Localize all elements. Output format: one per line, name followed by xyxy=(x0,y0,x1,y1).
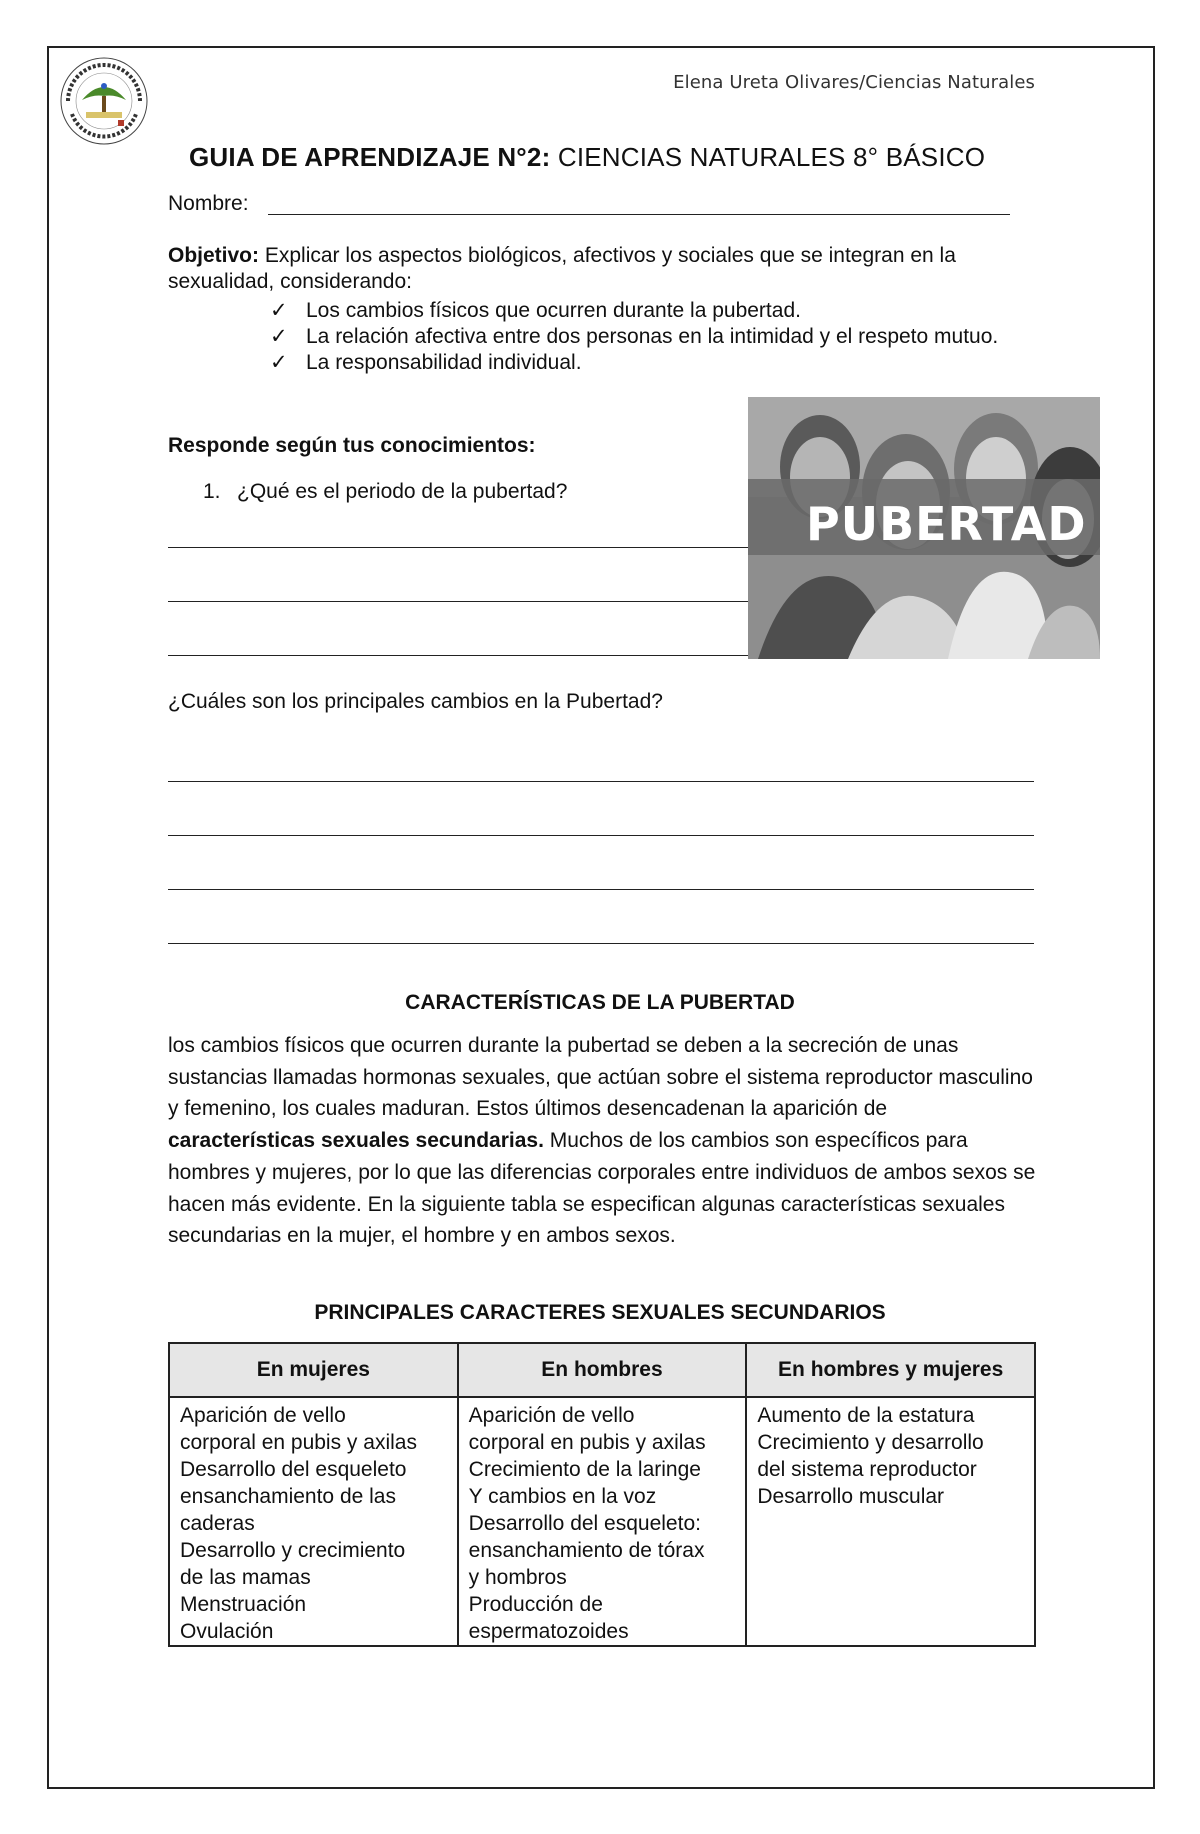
cell-line: ensanchamiento de las xyxy=(180,1485,396,1508)
cell-line: espermatozoides xyxy=(468,1620,629,1643)
checkmark-icon: ✓ xyxy=(270,299,288,322)
title-bold: GUIA DE APRENDIZAJE N°2: xyxy=(189,142,551,172)
cell-line: corporal en pubis y axilas xyxy=(468,1431,706,1454)
cell-line: y hombros xyxy=(468,1566,567,1589)
cell-line: del sistema reproductor xyxy=(757,1458,977,1481)
objective-label: Objetivo: xyxy=(168,244,260,267)
cell-line: Desarrollo muscular xyxy=(757,1485,945,1508)
cell-line: caderas xyxy=(180,1512,255,1535)
table-header-row xyxy=(169,1343,1035,1397)
cell-line: corporal en pubis y axilas xyxy=(180,1431,417,1454)
cell-line: Crecimiento de la laringe xyxy=(468,1458,701,1481)
check-item-text: Los cambios físicos que ocurren durante la pubertad. xyxy=(306,299,801,322)
name-label: Nombre: xyxy=(168,192,249,215)
question-2: ¿Cuáles son los principales cambios en la Pubertad? xyxy=(168,690,663,713)
table-row xyxy=(169,1397,1035,1646)
question-1-number: 1. xyxy=(203,480,221,503)
table-cell-women xyxy=(169,1397,458,1646)
objective-text: Explicar los aspectos biológicos, afectivos y sociales que se integran en la sexualidad, considerando: xyxy=(168,244,956,293)
photo-label: PUBERTAD xyxy=(806,497,1087,551)
school-logo xyxy=(58,56,150,146)
objective-checklist xyxy=(270,298,1030,376)
answer-line[interactable] xyxy=(168,889,1034,890)
table-cell-men xyxy=(458,1397,747,1646)
table-title: PRINCIPALES CARACTERES SEXUALES SECUNDARIOS xyxy=(314,1301,886,1324)
objective xyxy=(168,243,1038,295)
column-header: En hombres y mujeres xyxy=(746,1343,1035,1397)
check-item xyxy=(270,350,1030,376)
cell-line: Desarrollo del esqueleto xyxy=(180,1458,407,1481)
checkmark-icon: ✓ xyxy=(270,351,288,374)
title-rest: CIENCIAS NATURALES 8° BÁSICO xyxy=(550,142,986,172)
name-field-row xyxy=(168,192,1018,216)
cell-line: de las mamas xyxy=(180,1566,311,1589)
respond-heading: Responde según tus conocimientos: xyxy=(168,434,536,457)
paragraph-bold: características sexuales secundarias. xyxy=(168,1129,544,1153)
check-item xyxy=(270,298,1030,324)
checkmark-icon: ✓ xyxy=(270,325,288,348)
cell-line: Ovulación xyxy=(180,1620,274,1643)
question-1-text: ¿Qué es el periodo de la pubertad? xyxy=(237,480,568,503)
paragraph-part-2: Muchos de los cambios son específicos para hombres y mujeres, por lo que las diferencias corporales entre individuos de ambos sexos se hacen más evidente. En la siguiente tabla se especifican algunas características sexuales secundarias en la mujer, el hombre y en ambos sexos. xyxy=(168,1129,1036,1248)
paragraph-part-1: los cambios físicos que ocurren durante la pubertad se deben a la secreción de unas sustancias llamadas hormonas sexuales, que actúan sobre el sistema reproductor masculino y femenino, los cuales maduran. Estos últimos desencadenan la aparición de xyxy=(168,1034,1033,1121)
cell-line: Desarrollo del esqueleto: xyxy=(468,1512,701,1535)
cell-line: Aparición de vello xyxy=(468,1404,635,1427)
check-item xyxy=(270,324,1030,350)
characteristics-table xyxy=(168,1342,1036,1647)
answer-line[interactable] xyxy=(168,781,1034,782)
cell-line: Menstruación xyxy=(180,1593,307,1616)
question-1 xyxy=(203,480,567,504)
answer-line[interactable] xyxy=(168,835,1034,836)
answer-line[interactable] xyxy=(168,655,748,656)
answer-line[interactable] xyxy=(168,601,748,602)
column-header: En hombres xyxy=(458,1343,747,1397)
cell-line: Desarrollo y crecimiento xyxy=(180,1539,406,1562)
column-header: En mujeres xyxy=(169,1343,458,1397)
cell-line: Aparición de vello xyxy=(180,1404,346,1427)
cell-line: Y cambios en la voz xyxy=(468,1485,657,1508)
check-item-text: La relación afectiva entre dos personas en la intimidad y el respeto mutuo. xyxy=(306,325,999,348)
check-item-text: La responsabilidad individual. xyxy=(306,351,582,374)
header-author: Elena Ureta Olivares/Ciencias Naturales xyxy=(673,72,1035,93)
cell-line: Producción de xyxy=(468,1593,603,1616)
page-title xyxy=(189,142,985,173)
section-title: CARACTERÍSTICAS DE LA PUBERTAD xyxy=(405,991,795,1014)
answer-line[interactable] xyxy=(168,547,748,548)
table-cell-both xyxy=(746,1397,1035,1646)
answer-line[interactable] xyxy=(168,943,1034,944)
name-field[interactable] xyxy=(268,214,1010,215)
puberty-photo xyxy=(748,397,1100,659)
cell-line: Crecimiento y desarrollo xyxy=(757,1431,984,1454)
characteristics-paragraph xyxy=(168,1030,1038,1252)
cell-line: ensanchamiento de tórax xyxy=(468,1539,705,1562)
cell-line: Aumento de la estatura xyxy=(757,1404,975,1427)
